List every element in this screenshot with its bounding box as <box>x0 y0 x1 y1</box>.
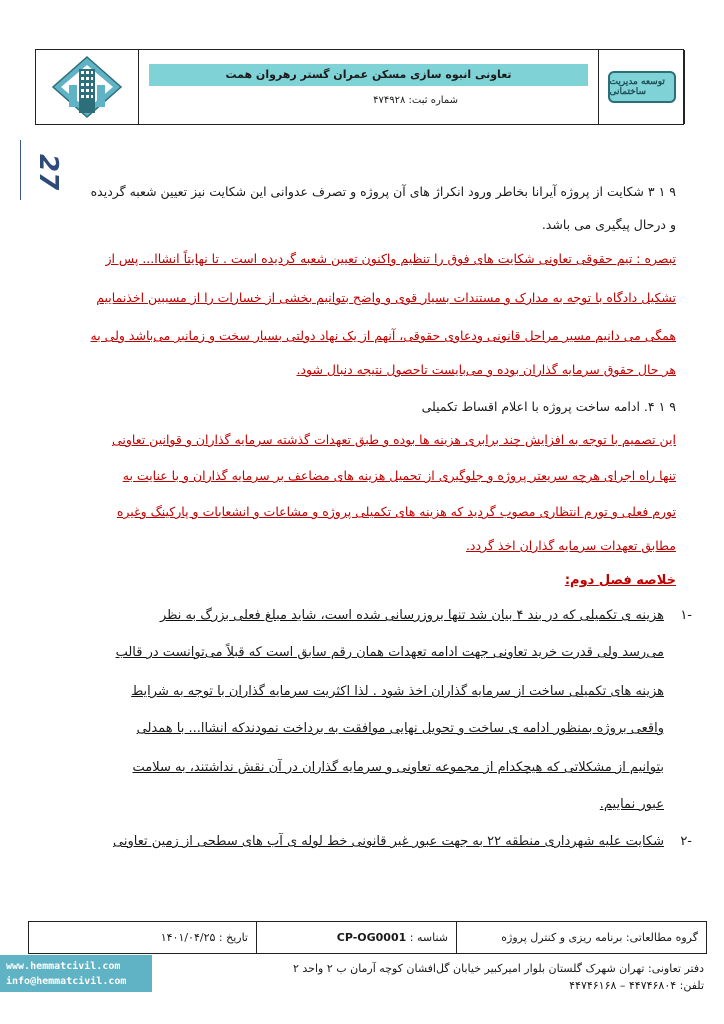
building-logo <box>36 50 139 124</box>
footer-table <box>28 921 707 954</box>
calligraphy-logo-text: توسعه مدیریت ساختمانی <box>609 77 665 97</box>
footer-date-text: تاریخ : ۱۴۰۱/۰۴/۲۵ <box>160 931 248 944</box>
summary2-line: شکایت علیه شهرداری منطقه ۲۲ به جهت عبور غیر قانونی خط لوله ی آب های سطحی از زمین تعاونی <box>113 834 664 849</box>
summary1-line: عبور نماییم. <box>599 797 664 812</box>
item-914: ۹ ۱ ۴. ادامه ساخت پروژه با اعلام اقساط تکمیلی <box>421 399 676 414</box>
document-header <box>35 49 684 125</box>
calligraphy-logo-icon <box>608 71 676 103</box>
summary-heading: خلاصه فصل دوم: <box>564 573 676 588</box>
website-link[interactable]: www.hemmatcivil.com <box>6 961 121 972</box>
registration-number: شماره ثبت: ۴۷۴۹۲۸ <box>373 95 458 106</box>
address-text: دفتر تعاونی: تهران شهرک گلستان بلوار امیرکبیر خیابان گل‌افشان کوچه آرمان ب ۲ واحد ۲ <box>292 962 704 975</box>
page-number: 27 <box>33 154 63 191</box>
footer-id-label: شناسه : <box>409 931 448 944</box>
summary1-line: هزینه ی تکمیلی که در بند ۴ بیان شد تنها بروزرسانی شده است، شاید مبلغ فعلی بزرگ به نظر <box>159 608 664 623</box>
footer-id-value: CP-OG0001 <box>336 931 407 944</box>
header-center <box>139 50 599 124</box>
summary1-line: می‌رسد ولی قدرت خرید تعاونی جهت ادامه تعهدات همان رقم سابق است که قبلاً می‌توانست در قالب <box>115 645 664 660</box>
item-913-line2: و درحال پیگیری می باشد. <box>541 217 676 232</box>
email-link[interactable]: info@hemmatcivil.com <box>6 976 127 987</box>
building-logo-icon <box>51 55 123 119</box>
note2-line: تورم فعلی و تورم انتظاری مصوب گردید که هزینه های تکمیلی پروژه و مشاعات و انشعابات و پارکینگ وغیره <box>116 504 676 519</box>
summary2-number: -۲ <box>680 834 692 849</box>
item-913-line1: ۹ ۱ ۳ شکایت از پروژه آیرانا بخاطر ورود انکراژ های آن پروژه و تصرف عدوانی این شکایت نیز تعیین شعبه گردیده <box>90 184 676 199</box>
footer-contact-web <box>0 955 152 992</box>
note2-line: تنها راه اجرای هرچه سریعتر پروژه و جلوگیری از تحمیل هزینه های مضاعف بر سرمایه گذاران و با عنایت به <box>122 468 676 483</box>
note1-line: هر حال حقوق سرمایه گذاران بوده و می‌بایست تاحصول نتیجه دنبال شود. <box>296 362 676 377</box>
cooperative-title: تعاونی انبوه سازی مسکن عمران گستر رهروان همت <box>149 64 588 86</box>
note1-line: تبصره : تیم حقوقی تعاونی شکایت های فوق را تنظیم واکنون تعیین شعبه گردیده است . تا نهایتاً انشاا... پس از <box>105 251 676 266</box>
summary1-line: بتوانیم از مشکلاتی که هیچکدام از مجموعه تعاونی و سرمایه گذاران در آن نقش نداشتند، به سلامت <box>132 760 664 775</box>
note1-line: همگی می دانیم مسیر مراحل قانونی ودعاوی حقوقی، آنهم از یک نهاد دولتی بسیار سخت و زمانبر می‌باشد ولی به <box>90 328 676 343</box>
footer-address <box>184 960 704 994</box>
footer-group-text: گروه مطالعاتی: برنامه ریزی و کنترل پروژه <box>501 931 698 944</box>
summary1-line: هزینه های تکمیلی ساخت از سرمایه گذاران اخذ شود . لذا اکثریت سرمایه گذاران با توجه به شرایط <box>131 684 664 699</box>
footer-group <box>456 922 706 953</box>
summary1-number: -۱ <box>680 608 692 623</box>
note2-line: مطابق تعهدات سرمایه گذاران اخذ گردد. <box>465 538 676 553</box>
calligraphy-logo <box>599 50 685 124</box>
margin-rule <box>20 140 21 200</box>
phone-text: تلفن: ۴۴۷۴۶۸۰۴ – ۴۴۷۴۶۱۶۸ <box>569 979 704 992</box>
note1-line: تشکیل دادگاه با توجه به مدارک و مستندات بسیار قوی و واضح بتوانیم بخشی از خسارات را از مسببین اخذنماییم <box>96 290 676 305</box>
note2-line: این تصمیم با توجه به افزایش چند برابری هزینه ها بوده و طبق تعهدات گذشته سرمایه گذاران و قوانین تعاونی <box>111 432 676 447</box>
footer-date <box>29 922 256 953</box>
footer-id <box>256 922 456 953</box>
summary1-line: واقعی بروژه بمنظور ادامه ی ساخت و تحویل نهایی موافقت به برداخت نمودندکه انشاا... با همدلی <box>136 721 664 736</box>
